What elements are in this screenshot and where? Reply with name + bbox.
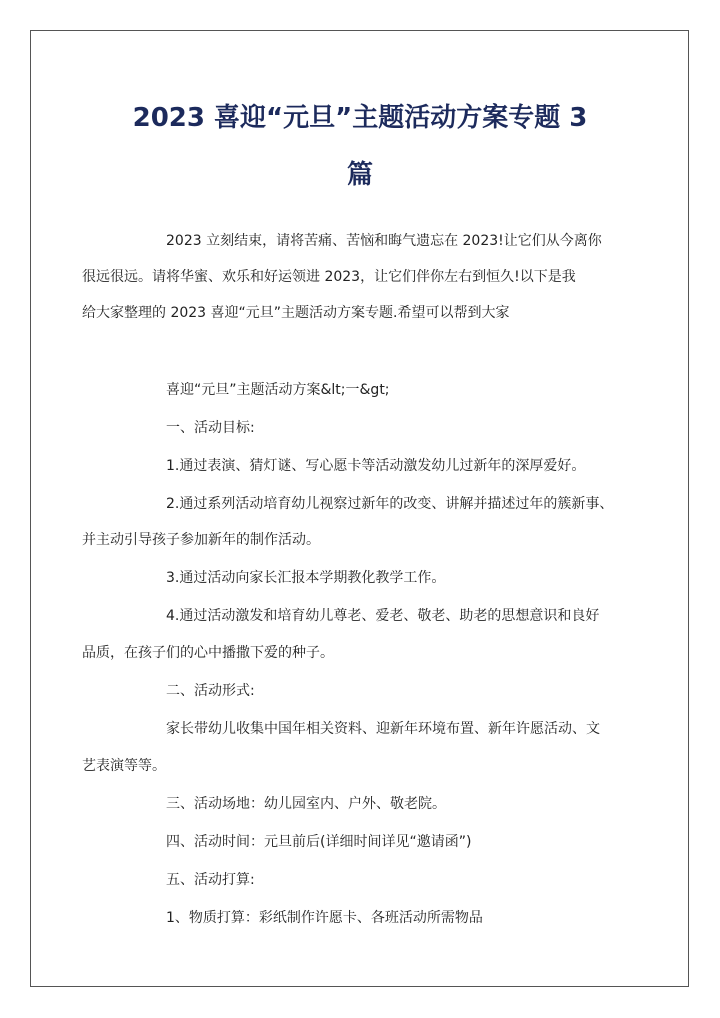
- document-title-continued: 篇: [346, 160, 373, 190]
- goal-item-3: 3.通过活动向家长汇报本学期教化教学工作。: [166, 570, 446, 586]
- goal-item-4-line-1: 4.通过活动激发和培育幼儿尊老、爱老、敬老、助老的思想意识和良好: [166, 608, 600, 624]
- section-time: 四、活动时间：元旦前后(详细时间详见“邀请函”): [166, 834, 472, 850]
- preparation-item-1: 1、物质打算：彩纸制作许愿卡、各班活动所需物品: [166, 910, 483, 926]
- document-title: 2023 喜迎“元旦”主题活动方案专题 3: [132, 103, 588, 133]
- goal-item-2-line-2: 并主动引导孩子参加新年的制作活动。: [82, 532, 320, 548]
- form-paragraph-line-2: 艺表演等等。: [82, 758, 166, 774]
- section-heading-preparation: 五、活动打算:: [166, 872, 255, 888]
- intro-paragraph-line-2: 很远很远。请将华蜜、欢乐和好运领进 2023，让它们伴你左右到恒久!以下是我: [82, 269, 576, 285]
- goal-item-4-line-2: 品质，在孩子们的心中播撒下爱的种子。: [82, 645, 334, 661]
- section-venue: 三、活动场地：幼儿园室内、户外、敬老院。: [166, 796, 446, 812]
- section-heading-goals: 一、活动目标:: [166, 420, 255, 436]
- plan-heading: 喜迎“元旦”主题活动方案&lt;一&gt;: [166, 382, 390, 398]
- intro-paragraph-line-3: 给大家整理的 2023 喜迎“元旦”主题活动方案专题.希望可以帮到大家: [82, 305, 510, 321]
- section-heading-form: 二、活动形式:: [166, 683, 255, 699]
- goal-item-1: 1.通过表演、猜灯谜、写心愿卡等活动激发幼儿过新年的深厚爱好。: [166, 458, 586, 474]
- goal-item-2-line-1: 2.通过系列活动培育幼儿视察过新年的改变、讲解并描述过年的簇新事、: [166, 496, 614, 512]
- intro-paragraph-line-1: 2023 立刻结束，请将苦痛、苦恼和晦气遗忘在 2023!让它们从今离你: [166, 233, 602, 249]
- form-paragraph-line-1: 家长带幼儿收集中国年相关资料、迎新年环境布置、新年许愿活动、文: [166, 721, 600, 737]
